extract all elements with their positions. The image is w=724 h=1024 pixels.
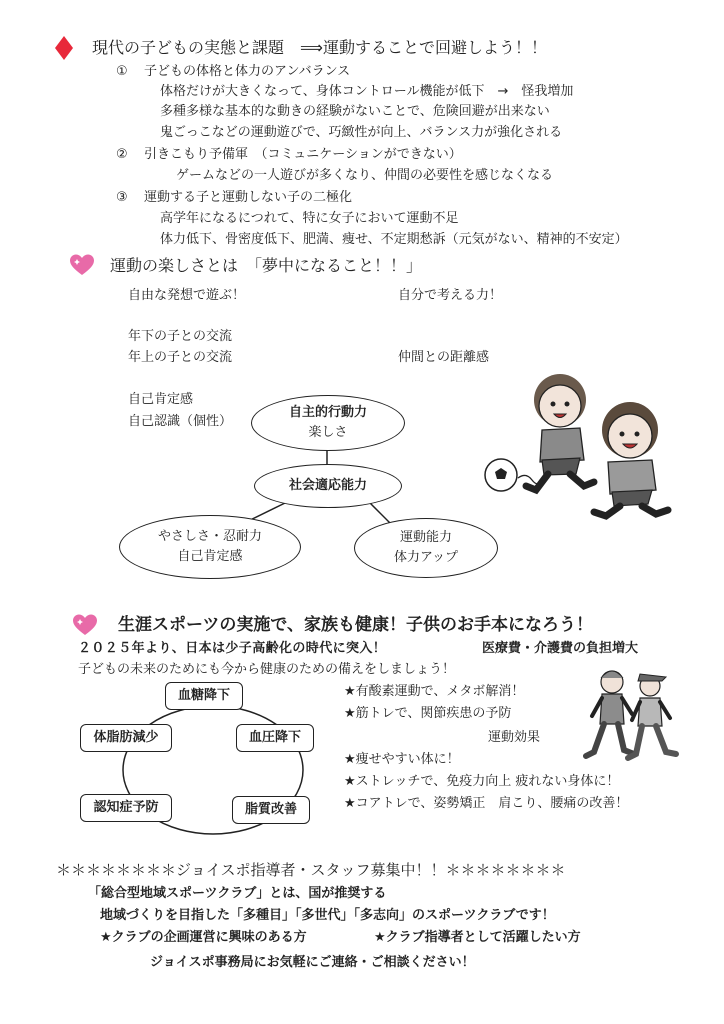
oval-top-sub: 楽しさ [308,425,348,440]
oval-center-title: 社会適応能力 [288,478,367,493]
recruit-line: 「総合型地域スポーツクラブ」とは、国が推奨する [88,886,387,901]
wanted-coach: ★クラブ指導者として活躍したい方 [374,930,581,945]
item1-number: ① [116,64,128,79]
wanted-planning: ★クラブの企画運営に興味のある方 [100,930,307,945]
cycle-blood-sugar: 血糖降下 [165,682,243,710]
oval-center [254,464,402,508]
item1-title: 子どもの体格と体力のアンバランス [144,64,351,79]
effect-line: ★筋トレで、関節疾患の予防 [344,706,512,721]
sparkle-heart-icon [73,614,97,636]
cycle-blood-pressure: 血圧降下 [236,724,314,752]
item3-line: 高学年になるにつれて、特に女子において運動不足 [160,211,459,226]
note-left: 年上の子との交流 [128,350,233,365]
cycle-lipid: 脂質改善 [232,796,310,824]
recruit-line: 地域づくりを目指した「多種目」「多世代」「多志向」のスポーツクラブです！ [100,908,555,923]
oval-left-line2: 自己肯定感 [177,549,243,564]
item2-number: ② [116,147,128,162]
oval-top-title: 自主的行動力 [288,405,367,420]
item3-title: 運動する子と運動しない子の二極化 [144,190,353,205]
item3-line: 体力低下、骨密度低下、肥満、痩せ、不定期愁訴（元気がない、精神的不安定） [160,232,628,247]
contact-note: ジョイスポ事務局にお気軽にご連絡・ご相談ください！ [150,955,475,970]
cycle-dementia: 認知症予防 [80,794,172,822]
oval-right [354,518,498,578]
section3-heading: 生涯スポーツの実施で、家族も健康！子供のお手本になろう！ [118,615,593,635]
section2-heading: 運動の楽しさとは 「夢中になること！！」 [110,256,423,275]
cycle-body-fat: 体脂肪減少 [80,724,172,752]
item1-line: 多種多様な基本的な動きの経験がないことで、危険回避が出来ない [160,104,550,119]
note-left: 自由な発想で遊ぶ！ [128,288,246,303]
effect-line: ★痩せやすい体に！ [344,752,460,767]
effect-line: ★コアトレで、姿勢矯正 肩こり、腰痛の改善！ [344,796,629,811]
oval-top [251,395,405,451]
walking-couple-illustration [582,664,682,768]
oval-left-line1: やさしさ・忍耐力 [157,529,262,544]
effect-line: ★有酸素運動で、メタボ解消！ [344,684,525,699]
item1-line: 鬼ごっこなどの運動遊びで、巧緻性が向上、バランス力が強化される [160,125,563,140]
note-left: 自己肯定感 [128,392,194,407]
oval-left [119,515,301,579]
effects-label: 運動効果 [488,730,541,745]
effect-line: ★ストレッチで、免疫力向上 疲れない身体に！ [344,774,620,789]
medical-cost-note: 医療費・介護費の負担増大 [482,641,639,656]
prepare-note: 子どもの未来のためにも今から健康のための備えをしましょう！ [78,662,456,677]
item1-line: 体格だけが大きくなって、身体コントロール機能が低下 → 怪我増加 [160,84,574,99]
note-right: 仲間との距離感 [398,350,490,365]
recruit-heading: ＊＊＊＊＊＊＊＊ジョイスポ指導者・スタッフ募集中！！＊＊＊＊＊＊＊＊ [56,861,566,879]
aging-society-note: ２０２５年より、日本は少子高齢化の時代に突入！ [78,641,387,656]
item2-line: ゲームなどの一人遊びが多くなり、仲間の必要性を感じなくなる [176,168,554,183]
note-left: 自己認識（個性） [128,414,233,429]
kids-soccer-illustration [480,362,685,522]
note-left: 年下の子との交流 [128,329,233,344]
item3-number: ③ [116,190,128,205]
oval-right-line1: 運動能力 [399,530,452,545]
section1-heading: 現代の子どもの実態と課題 ⟹運動することで回避しよう！！ [92,38,547,57]
oval-right-line2: 体力アップ [393,550,459,565]
item2-title: 引きこもり予備軍 （コミュニケーションができない） [144,147,462,162]
note-right: 自分で考える力！ [398,288,503,303]
